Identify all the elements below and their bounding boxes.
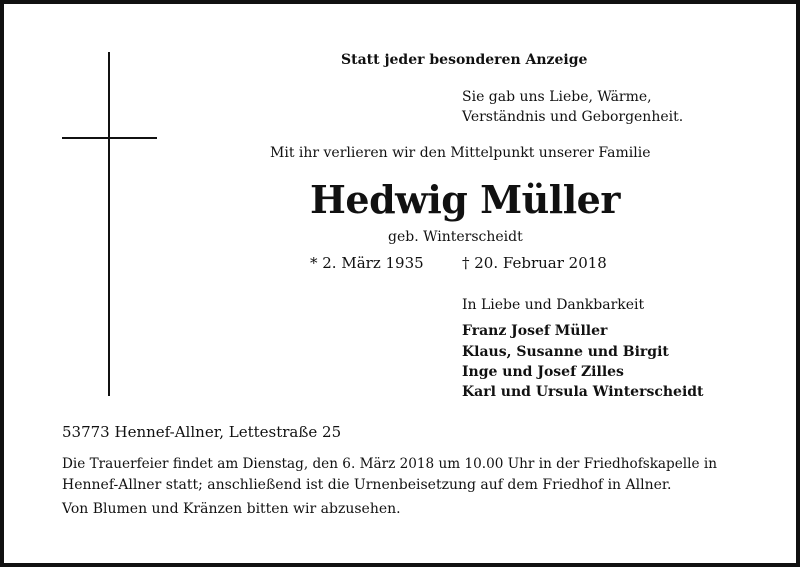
- funeral-line-1: Die Trauerfeier findet am Dienstag, den 6. März 2018 um 10.00 Uhr in der Friedhofskapelle in: [62, 456, 717, 472]
- cross-horizontal-bar: [62, 137, 157, 139]
- death-date: † 20. Februar 2018: [462, 254, 607, 272]
- cross-vertical-bar: [108, 52, 110, 396]
- flowers-request: Von Blumen und Kränzen bitten wir abzusehen.: [62, 501, 401, 517]
- notice-header: Statt jeder besonderen Anzeige: [341, 52, 588, 68]
- intro-text: Mit ihr verlieren wir den Mittelpunkt unserer Familie: [270, 145, 651, 161]
- mourner-3: Inge und Josef Zilles: [462, 364, 624, 380]
- quote-line-2: Verständnis und Geborgenheit.: [462, 109, 684, 125]
- maiden-name: geb. Winterscheidt: [388, 229, 523, 245]
- quote-line-1: Sie gab uns Liebe, Wärme,: [462, 89, 652, 105]
- mourner-4: Karl und Ursula Winterscheidt: [462, 384, 704, 400]
- funeral-line-2: Hennef-Allner statt; anschließend ist die Urnenbeisetzung auf dem Friedhof in Allner.: [62, 477, 672, 493]
- mourner-2: Klaus, Susanne und Birgit: [462, 344, 669, 360]
- birth-date: * 2. März 1935: [310, 254, 424, 272]
- deceased-name: Hedwig Müller: [310, 177, 620, 222]
- address: 53773 Hennef-Allner, Lettestraße 25: [62, 423, 342, 441]
- love-line: In Liebe und Dankbarkeit: [462, 297, 645, 313]
- mourner-1: Franz Josef Müller: [462, 323, 608, 339]
